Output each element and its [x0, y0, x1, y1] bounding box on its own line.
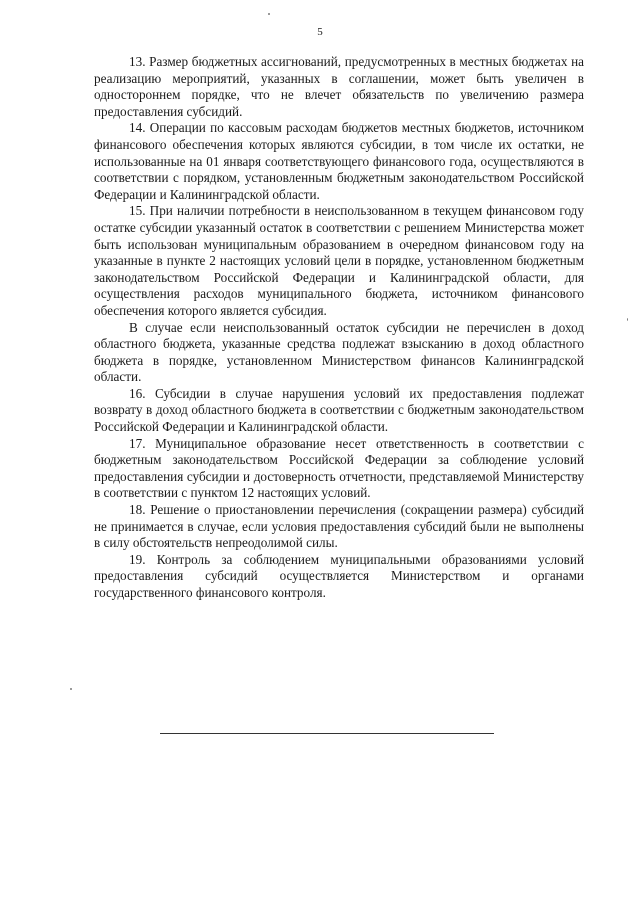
paragraph-18: 18. Решение о приостановлении перечисления (сокращении размера) субсидий не принимается в случае, если условия предоставления субсидий были не выполнены в силу обстоятельств непреодолимой силы.: [94, 502, 584, 551]
paragraph-15-continued: В случае если неиспользованный остаток субсидии не перечислен в доход областного бюджета, указанные средства подлежат взысканию в доход областного бюджета в порядке, установленном Министерством финансов Калининградской области.: [94, 319, 584, 385]
paragraph-13: 13. Размер бюджетных ассигнований, предусмотренных в местных бюджетах на реализацию мероприятий, указанных в соглашении, может быть увеличен в одностороннем порядке, что не влечет обязательств по увеличению размера предоставления субсидий.: [94, 54, 584, 119]
scan-speck: [627, 318, 628, 321]
scan-speck: [70, 688, 72, 690]
paragraph-19: 19. Контроль за соблюдением муниципальными образованиями условий предоставления субсидий осуществляется Министерством и органами государственного финансового контроля.: [94, 551, 584, 600]
paragraph-15: 15. При наличии потребности в неиспользованном в текущем финансовом году остатке субсидии указанный остаток в соответствии с решением Министерства может быть использован муниципальным образованием в очередном финансовом году на указанные в пункте 2 настоящих условий цели в порядке, установленном бюджетным законодательством Российской Федерации и Калининградской области, для осуществления расходов муниципального бюджета, источником финансового обеспечения которого является субсидия.: [94, 203, 584, 318]
paragraph-16: 16. Субсидии в случае нарушения условий их предоставления подлежат возврату в доход областного бюджета в соответствии с бюджетным законодательством Российской Федерации и Калининградской области.: [94, 385, 584, 435]
end-of-document-rule: [160, 733, 494, 734]
scan-speck: [268, 13, 270, 15]
paragraph-17: 17. Муниципальное образование несет ответственность в соответствии с бюджетным законодательством Российской Федерации за соблюдение условий предоставления субсидии и достоверность отчетности, представляемой Министерству в соответствии с пунктом 12 настоящих условий.: [94, 435, 584, 501]
document-body: [94, 54, 584, 602]
paragraph-14: 14. Операции по кассовым расходам бюджетов местных бюджетов, источником финансового обеспечения которых являются субсидии, в том числе их остатки, не использованные на 01 января соответствующего финансового года, осуществляются в соответствии с порядком, установленным бюджетным законодательством Российской Федерации и Калининградской области.: [94, 120, 584, 202]
page-number: 5: [317, 26, 323, 38]
